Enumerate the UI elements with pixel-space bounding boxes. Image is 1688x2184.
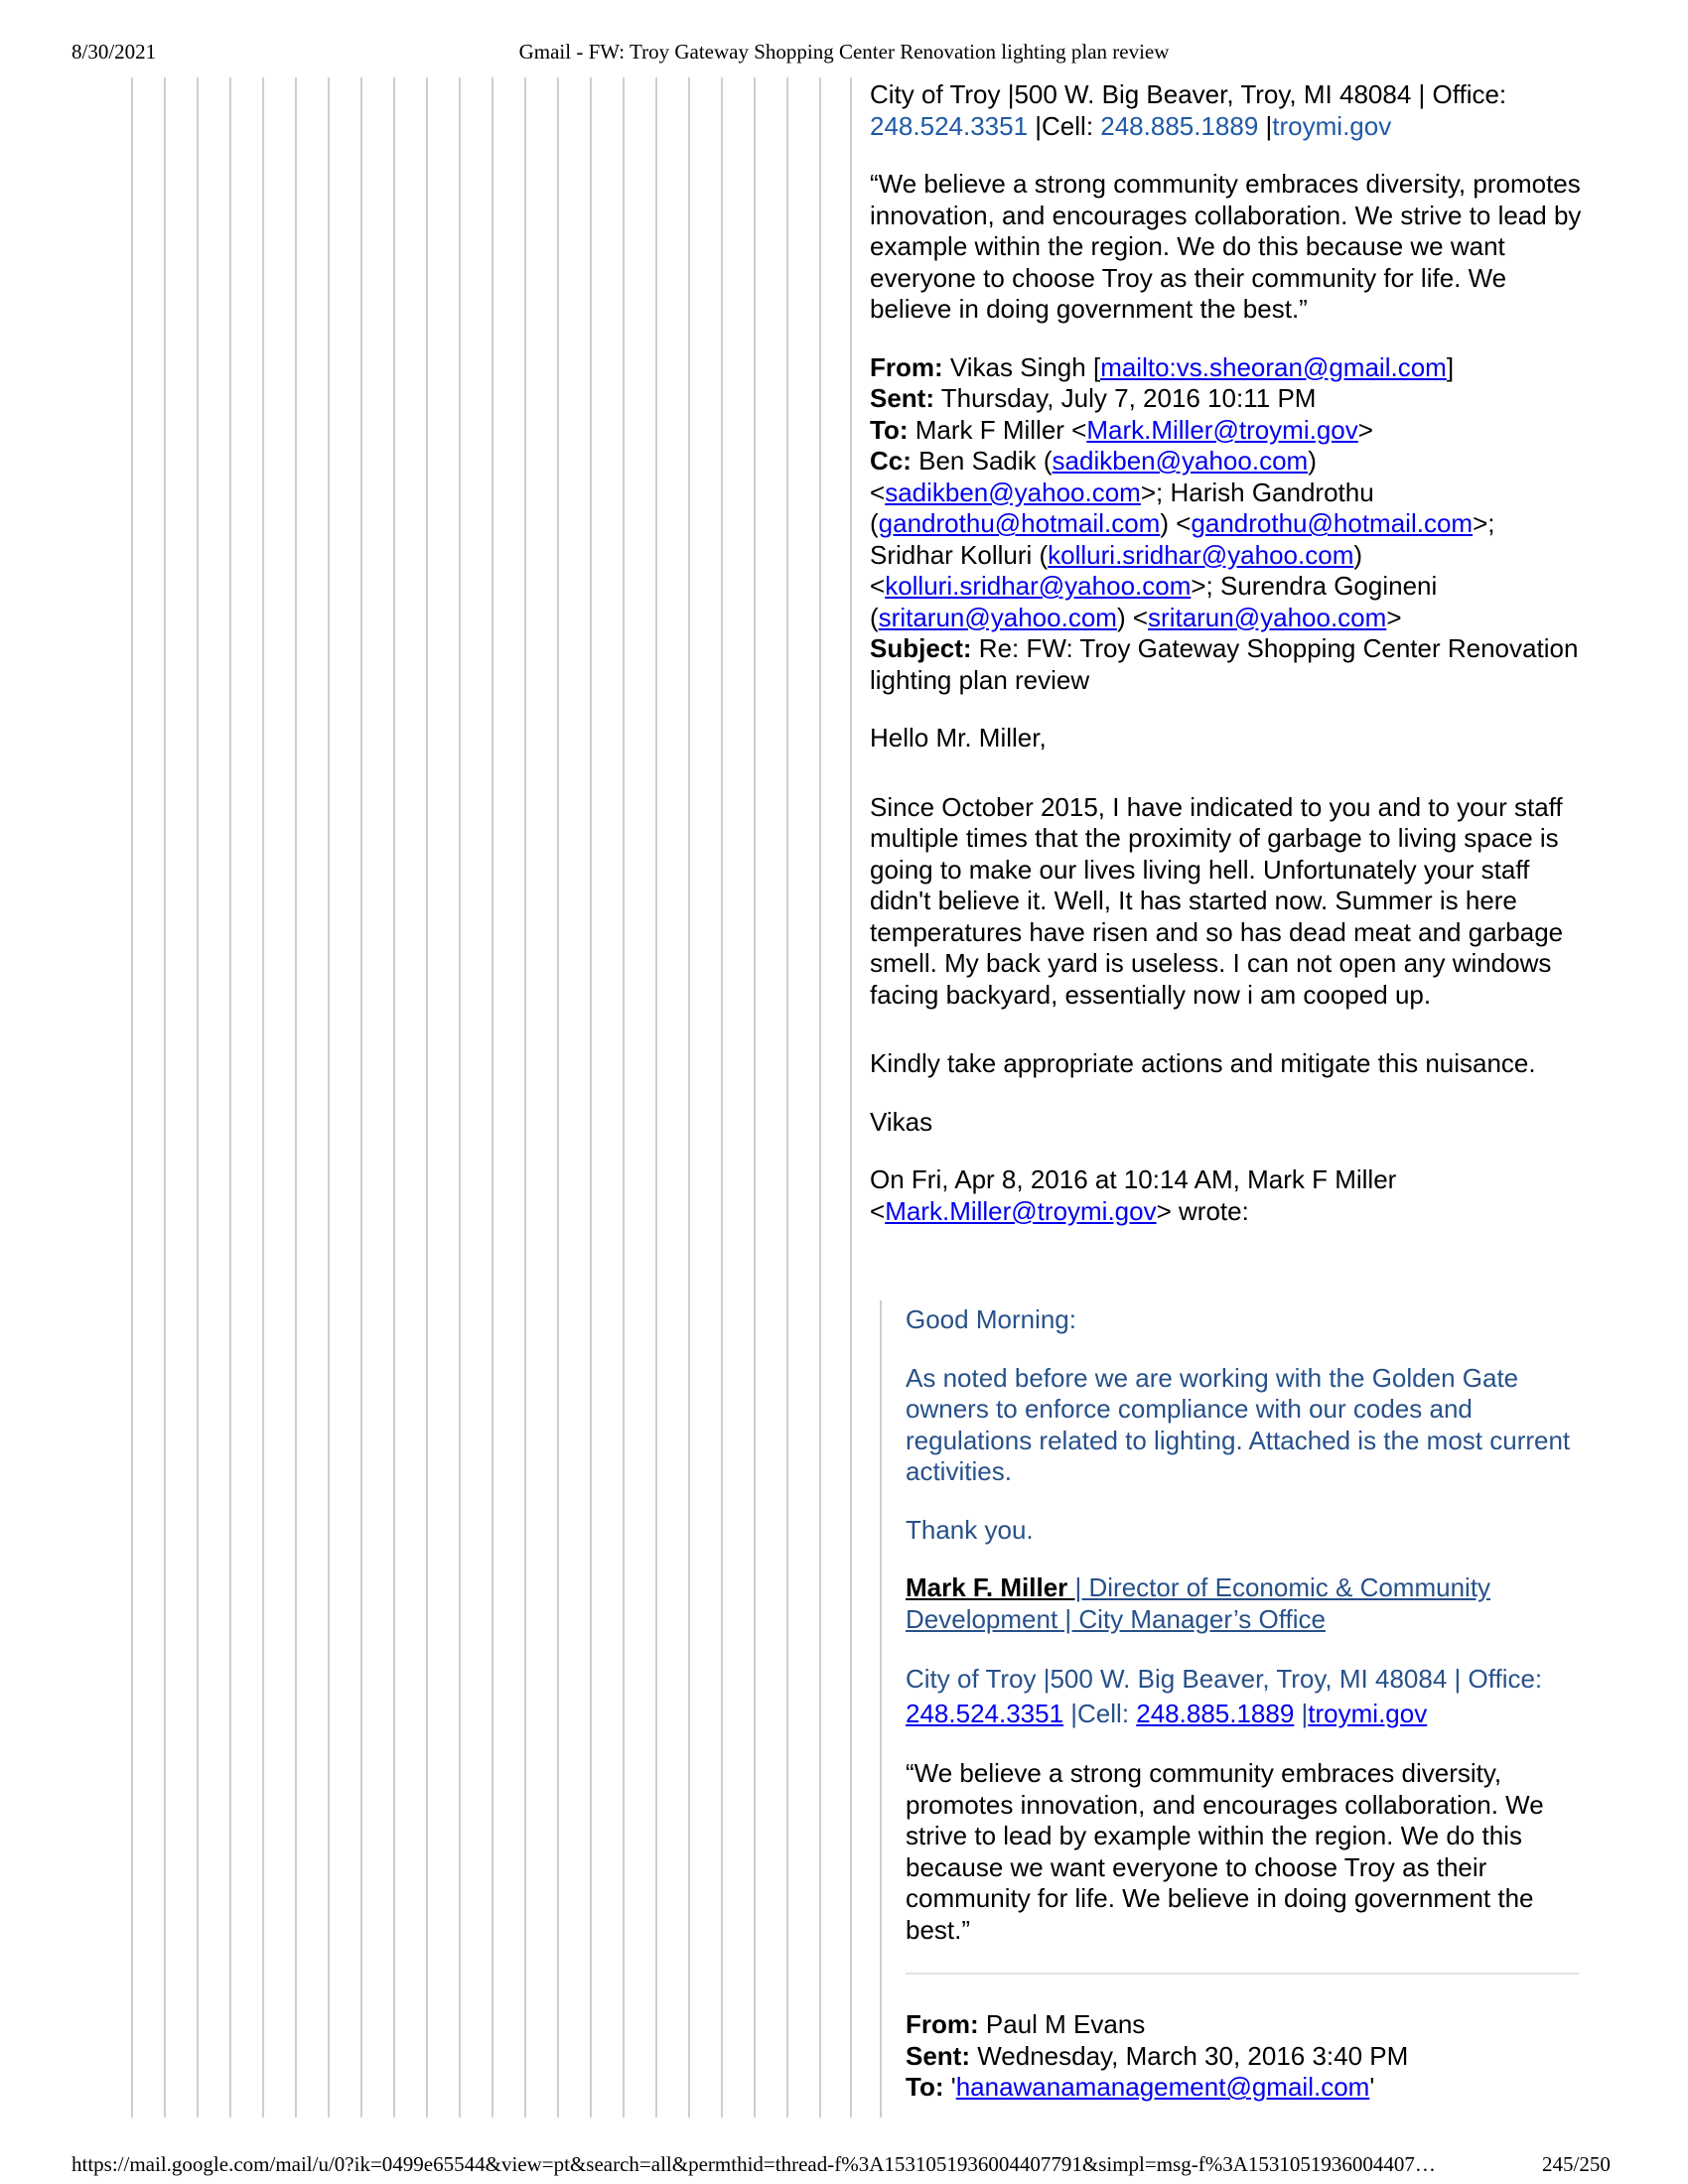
quote-rule [590, 77, 592, 2117]
quoted-message [880, 1300, 1587, 2117]
quote-rule [262, 77, 264, 2117]
cc-email-link[interactable]: sritarun@yahoo.com [1148, 602, 1387, 632]
quoted-address: City of Troy |500 W. Big Beaver, Troy, MI 48084 | Office: 248.524.3351 |Cell: 248.885.1889 |troymi.gov [906, 1664, 1543, 1728]
quote-rule [459, 77, 461, 2117]
quote-rule [655, 77, 657, 2117]
print-title: Gmail - FW: Troy Gateway Shopping Center Renovation lighting plan review [518, 40, 1170, 64]
attribution-email-link[interactable]: Mark.Miller@troymi.gov [885, 1195, 1157, 1226]
cc-email-link[interactable]: kolluri.sridhar@yahoo.com [885, 571, 1192, 601]
forwarded-header: From: Paul M Evans Sent: Wednesday, March 30, 2016 3:40 PM To: 'hanawanamanagement@gmail.com' [906, 2009, 1409, 2102]
quoted-cell-phone[interactable]: 248.885.1889 [1136, 1699, 1295, 1728]
cc-email-link[interactable]: gandrothu@hotmail.com [878, 508, 1161, 538]
greeting: Hello Mr. Miller, [870, 723, 1047, 752]
top-signature-address: City of Troy |500 W. Big Beaver, Troy, MI 48084 | Office: 248.524.3351 |Cell: 248.885.1889 |troymi.gov [870, 79, 1507, 141]
from-email-link[interactable]: mailto:vs.sheoran@gmail.com [1100, 351, 1447, 382]
quote-rule [688, 77, 690, 2117]
top-signature-motto: “We believe a strong community embraces diversity, promotes innovation, and encourages collaboration. We strive to lead by example within the region. We do this because we want everyone to choose Troy as their community for life. We believe in doing government the best.” [870, 169, 1582, 324]
quote-depth-rules [0, 77, 854, 2117]
quote-rule [295, 77, 297, 2117]
quote-rule [328, 77, 330, 2117]
print-date: 8/30/2021 [71, 40, 157, 64]
site-link[interactable]: troymi.gov [1272, 110, 1392, 141]
message-paragraph: Kindly take appropriate actions and mitigate this nuisance. [870, 1048, 1536, 1078]
cc-email-link[interactable]: sadikben@yahoo.com [885, 477, 1141, 507]
reply-header: From: Vikas Singh [mailto:vs.sheoran@gmail.com] Sent: Thursday, July 7, 2016 10:11 PM To: Mark F Miller <Mark.Miller@troymi.gov> Cc: Ben Sadik (sadikben@yahoo.com) <sadikben@yahoo.com>; Harish Gandrothu (gandrothu@hotmail.com) <gandrothu@hotmail.com>; Sridhar Kolluri (kolluri.sridhar@yahoo.com) <kolluri.sridhar@yahoo.com>; Surendra Gogineni (sritarun@yahoo.com) <sritarun@yahoo.com> Subject: Re: FW: Troy Gateway Shopping Center Renovation lighting plan review [870, 351, 1579, 695]
quote-rule [131, 77, 133, 2117]
quoted-signature: Mark F. Miller | Director of Economic & Community Development | City Manager’s Office [906, 1572, 1491, 1634]
quote-rule [229, 77, 231, 2117]
quoted-greeting: Good Morning: [906, 1304, 1076, 1334]
quote-rule [492, 77, 493, 2117]
attribution-line: On Fri, Apr 8, 2016 at 10:14 AM, Mark F Miller <Mark.Miller@troymi.gov> wrote: [870, 1164, 1397, 1226]
quote-rule [197, 77, 199, 2117]
quote-rule [721, 77, 723, 2117]
quote-rule [819, 77, 821, 2117]
quoted-office-phone[interactable]: 248.524.3351 [906, 1699, 1064, 1728]
email-body [870, 79, 1585, 1227]
quote-rule [164, 77, 166, 2117]
quoted-thanks: Thank you. [906, 1514, 1034, 1545]
message-paragraph: Since October 2015, I have indicated to you and to your staff multiple times that the proximity of garbage to living space is going to make our lives living hell. Unfortunately your staff didn't believe it. Well, It has started now. Summer is here temperatures have risen and so has dead meat and garbage smell. My back yard is useless. I can not open any windows facing backyard, essentially now i am cooped up. [870, 791, 1564, 1010]
quoted-paragraph: As noted before we are working with the Golden Gate owners to enforce compliance with our codes and regulations related to lighting. Attached is the most current activities. [906, 1362, 1571, 1486]
page-number: 245/250 [1542, 2152, 1611, 2176]
to-email-link[interactable]: Mark.Miller@troymi.gov [1086, 414, 1358, 445]
quoted-site-link[interactable]: troymi.gov [1308, 1699, 1428, 1728]
cc-email-link[interactable]: gandrothu@hotmail.com [1191, 508, 1474, 538]
quote-rule [393, 77, 395, 2117]
quote-rule [524, 77, 526, 2117]
office-phone[interactable]: 248.524.3351 [870, 110, 1029, 141]
print-url: https://mail.google.com/mail/u/0?ik=0499e65544&view=pt&search=all&permthid=thread-f%3A1531051936004407791&simpl=msg-f%3A1531051936004407… [71, 2152, 1436, 2176]
cc-email-link[interactable]: sritarun@yahoo.com [878, 602, 1117, 632]
quote-rule [557, 77, 559, 2117]
cc-email-link[interactable]: kolluri.sridhar@yahoo.com [1048, 539, 1354, 570]
quote-rule [360, 77, 362, 2117]
cell-phone[interactable]: 248.885.1889 [1100, 110, 1259, 141]
quote-rule [786, 77, 788, 2117]
quoted-motto: “We believe a strong community embraces diversity, promotes innovation, and encourages collaboration. We strive to lead by example within the region. We do this because we want everyone to choose Troy as their community for life. We believe in doing government the best.” [906, 1758, 1544, 1945]
quote-rule [426, 77, 428, 2117]
quote-rule [754, 77, 756, 2117]
quote-rule [850, 77, 852, 2117]
cc-email-link[interactable]: sadikben@yahoo.com [1052, 446, 1309, 476]
quote-rule [623, 77, 625, 2117]
signoff: Vikas [870, 1106, 933, 1137]
forwarded-to-email-link[interactable]: hanawanamanagement@gmail.com [955, 2072, 1370, 2102]
